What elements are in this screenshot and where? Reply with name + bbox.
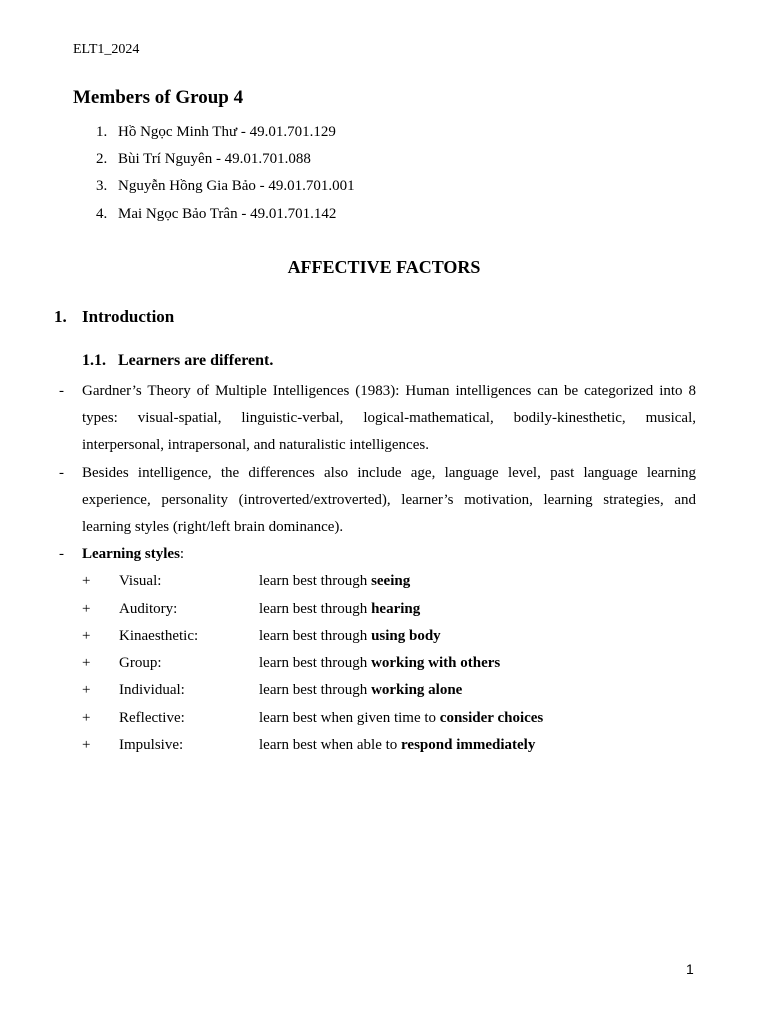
subsection-heading (82, 352, 273, 370)
style-description-emphasis: working with others (371, 655, 501, 671)
member-number: 4. (96, 206, 108, 222)
style-name: Kinaesthetic: (119, 628, 199, 644)
style-description-emphasis: respond immediately (401, 737, 536, 753)
style-name: Impulsive: (119, 737, 184, 753)
style-description-prefix: learn best when given time to (259, 710, 440, 726)
style-description-prefix: learn best through (259, 601, 372, 617)
header-course-code: ELT1_2024 (73, 42, 140, 57)
section-heading (54, 307, 174, 327)
bullet-dash: - (59, 383, 64, 399)
style-description (259, 705, 543, 732)
style-description (259, 596, 420, 623)
style-description-emphasis: seeing (371, 573, 411, 589)
style-description (259, 732, 535, 759)
bullet-paragraph: Gardner’s Theory of Multiple Intelligences (1983): Human intelligences can be categorized into 8 types: visual-spatial, linguistic-verbal, logical-mathematical, bodily-kinesthetic, musical, interpersonal, intrapersonal, and naturalistic intelligences. (82, 383, 696, 453)
style-description-emphasis: using body (371, 628, 441, 644)
plus-marker: + (82, 682, 91, 698)
style-name: Reflective: (119, 710, 185, 726)
plus-marker: + (82, 655, 91, 671)
style-description (259, 623, 441, 650)
style-description-emphasis: hearing (371, 601, 421, 617)
style-name: Auditory: (119, 601, 178, 617)
learning-styles-label-text: Learning styles (82, 546, 180, 562)
plus-marker: + (82, 573, 91, 589)
learning-styles-label-suffix: : (179, 546, 185, 562)
style-description-prefix: learn best when able to (259, 737, 402, 753)
subsection-number: 1.1. (82, 352, 106, 369)
bullet-dash: - (59, 465, 64, 481)
member-number: 3. (96, 178, 108, 194)
member-text: Nguyễn Hồng Gia Bảo - 49.01.701.001 (118, 178, 355, 194)
plus-marker: + (82, 737, 91, 753)
member-text: Hồ Ngọc Minh Thư - 49.01.701.129 (118, 124, 336, 140)
member-text: Mai Ngọc Bảo Trân - 49.01.701.142 (118, 206, 337, 222)
bullet-dash: - (59, 546, 64, 562)
plus-marker: + (82, 628, 91, 644)
style-description-emphasis: consider choices (439, 710, 544, 726)
member-item (96, 151, 311, 168)
plus-marker: + (82, 601, 91, 617)
style-name: Individual: (119, 682, 185, 698)
style-description (259, 650, 500, 677)
style-description-prefix: learn best through (259, 655, 372, 671)
learning-styles-label (82, 541, 696, 568)
member-item (96, 124, 336, 141)
member-item (96, 206, 336, 223)
plus-marker: + (82, 710, 91, 726)
style-description (259, 677, 462, 704)
section-number: 1. (54, 307, 67, 326)
style-name: Group: (119, 655, 162, 671)
style-name: Visual: (119, 573, 162, 589)
page-number: 1 (686, 961, 694, 977)
style-description-prefix: learn best through (259, 628, 372, 644)
section-title-text: Introduction (82, 307, 175, 326)
subsection-title-text: Learners are different. (118, 352, 274, 369)
members-heading: Members of Group 4 (73, 87, 244, 108)
style-description (259, 568, 410, 595)
member-text: Bùi Trí Nguyên - 49.01.701.088 (118, 151, 311, 167)
style-description-emphasis: working alone (371, 682, 463, 698)
document-title: AFFECTIVE FACTORS (287, 257, 481, 277)
member-number: 2. (96, 151, 108, 167)
style-description-prefix: learn best through (259, 573, 372, 589)
member-number: 1. (96, 124, 108, 140)
style-description-prefix: learn best through (259, 682, 372, 698)
bullet-paragraph: Besides intelligence, the differences also include age, language level, past language learning experience, personality (introverted/extroverted), learner’s motivation, learning strategies, and learning styles (right/left brain dominance). (82, 465, 696, 535)
member-item (96, 178, 355, 195)
